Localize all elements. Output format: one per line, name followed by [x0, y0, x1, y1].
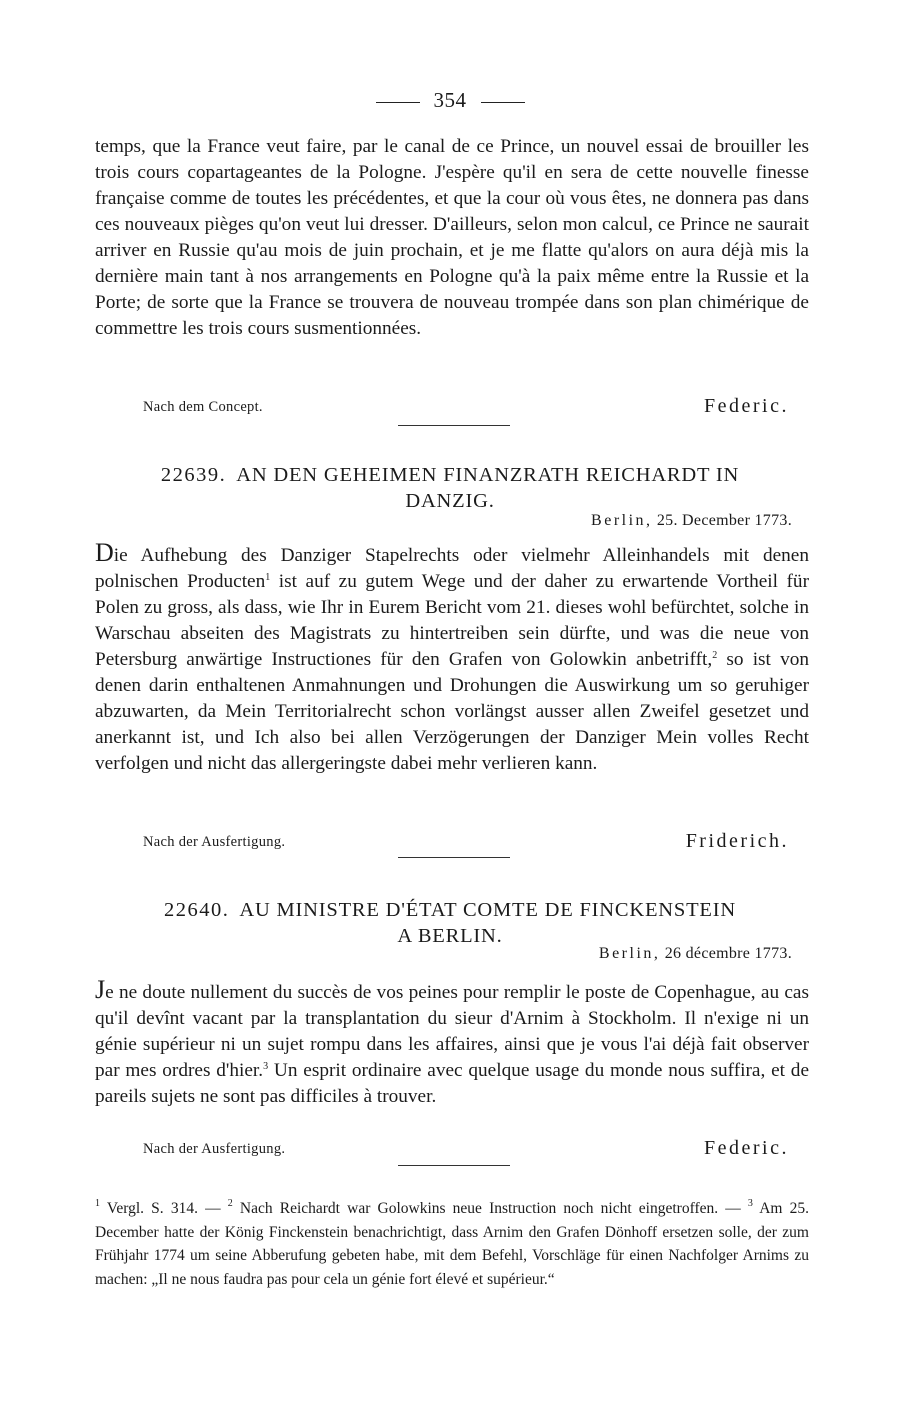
signature: Federic. [704, 395, 789, 417]
footnotes [95, 1197, 809, 1291]
source-note: Nach dem Concept. [143, 399, 263, 415]
page-header [0, 88, 900, 113]
letter-number: 22639. [160, 464, 227, 486]
dateline-place: Berlin, [598, 945, 661, 962]
dateline-date: 25. December 1773. [656, 512, 792, 529]
footnote-paragraph [95, 1197, 809, 1291]
page-number: 354 [433, 88, 467, 112]
letter-heading [100, 897, 800, 949]
letter-body [95, 540, 809, 777]
dateline-date: 26 décembre 1773. [664, 945, 792, 962]
letter-body [95, 977, 809, 1110]
continuation-text-block [95, 134, 809, 342]
footnote-marker: 1 [95, 1198, 100, 1209]
signature: Federic. [704, 1137, 789, 1159]
letter-title-line1: AN DEN GEHEIMEN FINANZRATH REICHARDT IN [236, 464, 740, 486]
dateline [591, 512, 792, 530]
dateline-place: Berlin, [591, 512, 653, 529]
continuation-paragraph: temps, que la France veut faire, par le canal de ce Prince, un nouvel essai de brouiller les trois cours copartageantes de la Pologne. J'espère qu'il en sera de cette nouvelle finesse française comme de toutes les précédentes, et que la cour où vous êtes, ne donnera pas dans ces nouveaux pièges qu'on veut lui dresser. D'ailleurs, selon mon calcul, ce Prince ne saurait arriver en Russie qu'au mois de juin prochain, et je me flatte qu'alors on aura déjà mis la dernière main tant à nos arrangements en Pologne qu'à la paix même entre la Russie et la Porte; de sorte que la France se trouvera de nouveau trompée dans son plan chimérique de commettre les trois cours susmentionnées. [95, 136, 809, 339]
signature: Friderich. [685, 830, 789, 852]
paragraph-text-part: ie Aufhebung des Danziger Stapelrechts oder vielmehr Alleinhandels mit denen polnischen Producten [95, 545, 809, 592]
header-rule-right [481, 102, 525, 103]
separator-rule [398, 857, 510, 858]
letter-footer [95, 1137, 809, 1163]
header-rule-left [376, 102, 420, 103]
dateline [599, 945, 792, 963]
paragraph-text-part: Un esprit ordinaire avec quelque usage du monde nous suffira, et de pareils sujets ne sont pas difficiles à trouver. [95, 1060, 810, 1107]
source-note: Nach der Ausfertigung. [143, 1141, 286, 1157]
continuation-footer [95, 395, 809, 421]
letter-number: 22640. [164, 899, 230, 921]
separator-rule [398, 1165, 510, 1166]
letter-paragraph [95, 540, 809, 777]
initial-letter: J [95, 975, 106, 1004]
letter-heading [100, 462, 800, 514]
footnote-text: Am 25. December hatte der König Finckenstein benachrichtigt, dass Arnim den Grafen Dönhoff ersetzen solle, der zum Frühjahr 1774 um seine Abberufung gebeten habe, mit dem Befehl, Vorschläge für einen Nachfolger Arnims zu machen: „Il ne nous faudra pas pour cela un génie fort élevé et supérieur.“ [95, 1200, 809, 1288]
footnote-marker: 3 [747, 1198, 753, 1209]
paragraph-text-part: e ne doute nullement du succès de vos peines pour remplir le poste de Copenhague, au cas qu'il devînt vacant par la transplantation du sieur d'Arnim à Stockholm. Il n'exige ni un génie supérieur ni un sujet rompu dans les affaires, ainsi que je vous l'ai déjà fait observer par mes ordres d'hier. [95, 982, 809, 1081]
initial-letter: D [95, 538, 114, 567]
footnote-marker: 3 [263, 1061, 269, 1072]
letter-paragraph [95, 977, 809, 1110]
letter-title-line2: A BERLIN. [397, 925, 503, 947]
letter-title-line2: DANZIG. [405, 490, 495, 512]
source-note: Nach der Ausfertigung. [143, 834, 286, 850]
footnote-marker: 1 [265, 572, 271, 583]
footnote-text: Vergl. S. 314. — [100, 1200, 228, 1217]
separator-rule [398, 425, 510, 426]
footnote-marker: 2 [227, 1198, 233, 1209]
paragraph-text-part: so ist von denen darin enthaltenen Anmahnungen und Drohungen die Auswirkung um so geruhiger abzuwarten, da Mein Territorialrecht schon vorlängst ausser allen Zweifel gesetzet und anerkannt ist, und Ich also bei allen Verzögerungen der Danziger Mein volles Recht verfolgen und nicht das allergeringste dabei mehr verlieren kann. [95, 649, 810, 774]
letter-footer [95, 830, 809, 856]
paragraph-text-part: ist auf zu gutem Wege und der daher zu erwartende Vortheil für Polen zu gross, als dass, wie Ihr in Eurem Bericht vom 21. dieses wohl befürchtet, solche in Warschau abseiten des Magistrats zu hintertreiben sein dürfte, und was die neue von Petersburg anwärtige Instructiones für den Grafen von Golowkin anbetrifft, [95, 571, 809, 670]
footnote-text: Nach Reichardt war Golowkins neue Instruction noch nicht eingetroffen. — [232, 1200, 748, 1217]
letter-title-line1: AU MINISTRE D'ÉTAT COMTE DE FINCKENSTEIN [239, 899, 736, 921]
footnote-marker: 2 [712, 650, 718, 661]
